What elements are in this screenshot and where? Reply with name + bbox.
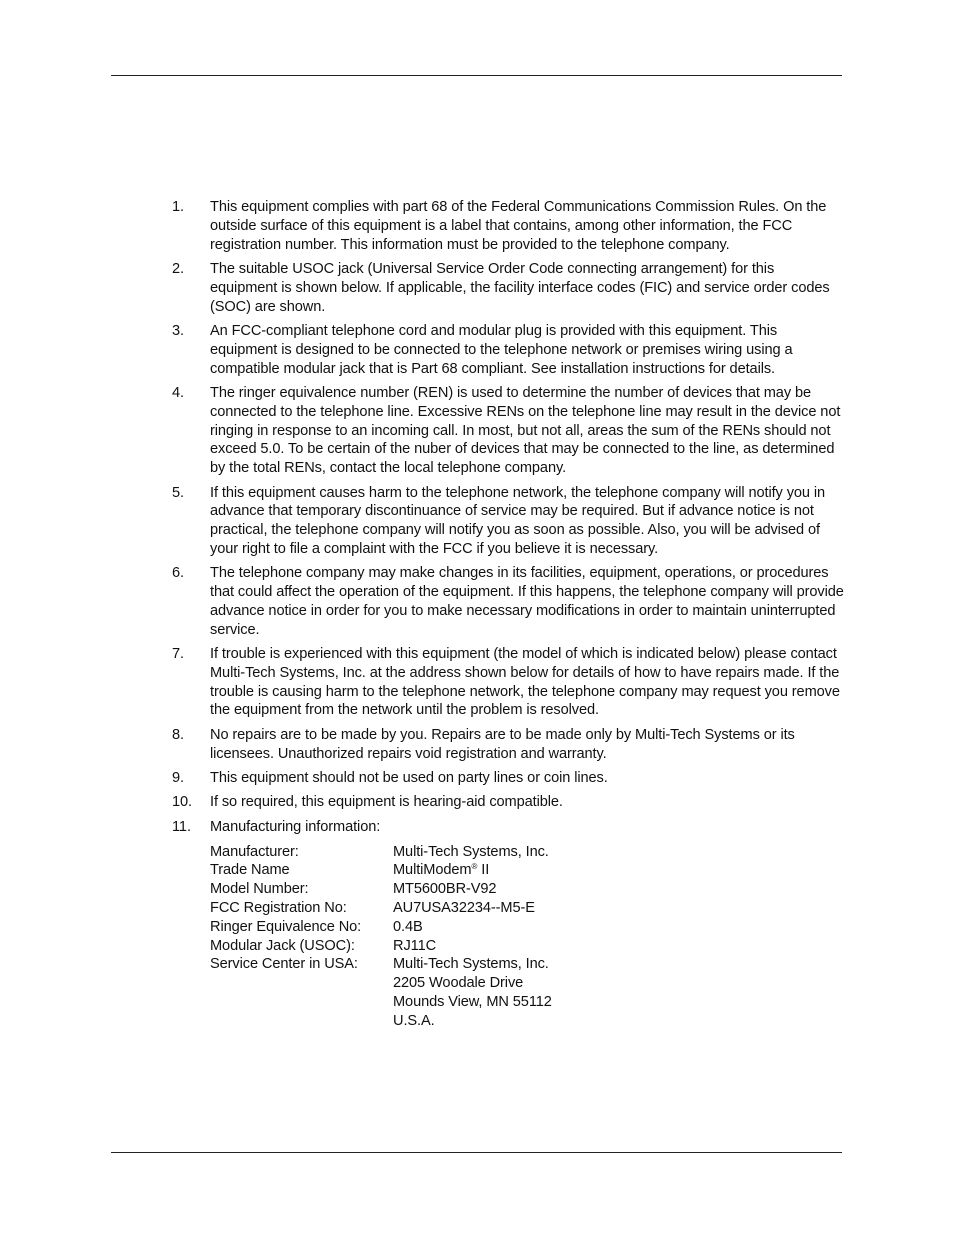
manufacturer-value: Multi-Tech Systems, Inc.: [393, 843, 549, 860]
list-item: [172, 793, 844, 812]
service-address-line: Mounds View, MN 55112: [393, 994, 552, 1011]
list-text: The suitable USOC jack (Universal Service Order Code connecting arrangement) for this equipment is shown below. If applicable, the facility interface codes (FIC) and service order codes (SOC) are shown.: [210, 260, 830, 315]
trade-name-suffix: II: [477, 862, 490, 879]
list-text: Manufacturing information:: [210, 818, 381, 835]
manufacturer-label: Manufacturer:: [210, 843, 299, 860]
fcc-registration-value: AU7USA32234--M5-E: [393, 900, 535, 917]
list-item: [172, 384, 844, 478]
list-number: 7.: [172, 646, 184, 663]
list-text: If this equipment causes harm to the telephone network, the telephone company will notify you in advance that temporary discontinuance of service may be required. But if advance notice is not practical, the telephone company will notify you as soon as possible. Also, you will be advised of your right to file a complaint with the FCC if you believe it is necessary.: [210, 484, 826, 557]
service-center-label: Service Center in USA:: [210, 956, 358, 973]
list-item-manufacturing: [172, 818, 844, 1031]
modular-jack-row: [210, 937, 844, 956]
fcc-registration-row: [210, 899, 844, 918]
footer-rule: [111, 1152, 842, 1153]
trade-name-text: MultiModem: [393, 862, 472, 879]
list-text: The telephone company may make changes in its facilities, equipment, operations, or procedures that could affect the operation of the equipment. If this happens, the telephone company will provide advance notice in order for you to make necessary modifications in order to maintain uninterrupted service.: [210, 565, 844, 638]
list-text: This equipment should not be used on party lines or coin lines.: [210, 770, 608, 787]
registered-mark: ®: [471, 862, 478, 872]
fcc-registration-label: FCC Registration No:: [210, 900, 347, 917]
model-label: Model Number:: [210, 881, 309, 898]
list-number: 10.: [172, 794, 192, 811]
fcc-notice-list: [172, 198, 844, 1036]
list-item: [172, 769, 844, 788]
header-rule: [111, 75, 842, 76]
list-number: 3.: [172, 322, 184, 339]
list-number: 4.: [172, 384, 184, 401]
list-text: An FCC-compliant telephone cord and modular plug is provided with this equipment. This equipment is designed to be connected to the telephone network or premises wiring using a compatible modular jack that is Part 68 compliant. See installation instructions for details.: [210, 322, 793, 377]
model-value: MT5600BR-V92: [393, 881, 497, 898]
service-address-line: 2205 Woodale Drive: [393, 975, 524, 992]
list-item: [172, 322, 844, 378]
list-number: 5.: [172, 484, 184, 501]
list-item: [172, 564, 844, 639]
modular-jack-label: Modular Jack (USOC):: [210, 937, 355, 954]
ringer-equivalence-row: [210, 918, 844, 937]
list-number: 6.: [172, 565, 184, 582]
list-text: The ringer equivalence number (REN) is used to determine the number of devices that may be connected to the telephone line. Excessive RENs on the telephone line may result in the device not ringing in response to an incoming call. In most, but not all, areas the sum of the RENs should not exceed 5.0. To be certain of the nuber of devices that may be connected to the line, as determined by the total RENs, contact the local telephone company.: [210, 384, 841, 477]
list-number: 2.: [172, 260, 184, 277]
list-item: [172, 645, 844, 720]
list-item: [172, 198, 844, 254]
manufacturing-info-table: [210, 843, 844, 1031]
service-center-row: [210, 955, 844, 1030]
ringer-equivalence-label: Ringer Equivalence No:: [210, 918, 362, 935]
list-number: 8.: [172, 726, 184, 743]
list-number: 11.: [172, 818, 191, 835]
list-text: If so required, this equipment is hearing-aid compatible.: [210, 794, 563, 811]
service-address-line: U.S.A.: [393, 1012, 435, 1029]
list-item: [172, 260, 844, 316]
list-text: This equipment complies with part 68 of the Federal Communications Commission Rules. On the outside surface of this equipment is a label that contains, among other information, the FCC registration number. This information must be provided to the telephone company.: [210, 199, 827, 253]
list-text: No repairs are to be made by you. Repairs are to be made only by Multi-Tech Systems or its licensees. Unauthorized repairs void registration and warranty.: [210, 726, 795, 762]
list-text: If trouble is experienced with this equipment (the model of which is indicated below) please contact Multi-Tech Systems, Inc. at the address shown below for details of how to have repairs made. If the trouble is causing harm to the telephone network, the telephone company may request you remove the equipment from the network until the problem is resolved.: [210, 646, 840, 719]
model-row: [210, 880, 844, 899]
list-item: [172, 484, 844, 559]
trade-name-label: Trade Name: [210, 862, 290, 879]
trade-name-value: [393, 861, 844, 880]
service-center-address: [393, 955, 844, 1030]
list-item: [172, 726, 844, 764]
list-number: 1.: [172, 199, 184, 215]
trade-name-row: [210, 861, 844, 880]
ringer-equivalence-value: 0.4B: [393, 918, 423, 935]
service-address-line: Multi-Tech Systems, Inc.: [393, 956, 549, 973]
modular-jack-value: RJ11C: [393, 937, 437, 954]
manufacturer-row: [210, 843, 844, 862]
list-number: 9.: [172, 770, 184, 787]
